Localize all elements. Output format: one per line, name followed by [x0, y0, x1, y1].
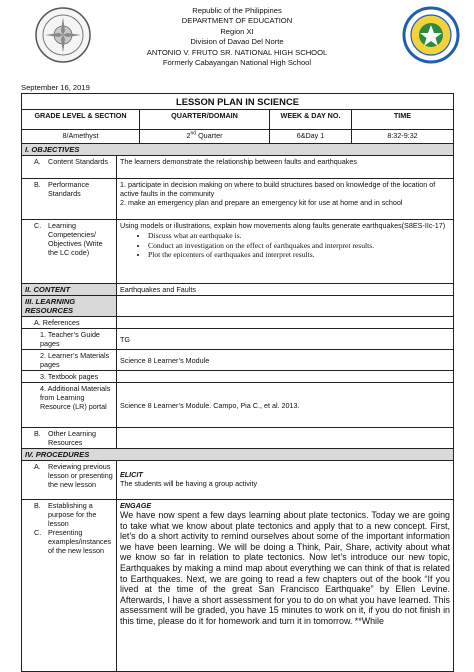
procedures-heading: IV. PROCEDURES: [22, 449, 454, 461]
list-item: • Discuss what an earthquake is.: [148, 231, 450, 241]
reviewing-lesson-row: [22, 461, 454, 500]
learning-resources-row: [22, 296, 454, 317]
objectives-heading: I. OBJECTIVES: [22, 144, 454, 156]
presenting-label: [34, 528, 113, 555]
info-header-row: [22, 110, 454, 130]
references-row: [22, 317, 454, 329]
other-resources-label: [22, 428, 117, 449]
content-row: [22, 284, 454, 296]
item-letter: B.: [34, 180, 41, 189]
header-line: Formerly Cabayangan National High School: [162, 58, 312, 68]
learners-materials-label: 2. Learner’s Materials pages: [22, 350, 117, 371]
item-letter: C.: [34, 221, 42, 230]
additional-materials-label: 4. Additional Materials from Learning Resource (LR) portal: [22, 383, 117, 428]
textbook-label: 3. Textbook pages: [22, 371, 117, 383]
grade-level-header: GRADE LEVEL & SECTION: [22, 110, 140, 130]
item-label: Establishing a purpose for the lesson: [48, 501, 97, 528]
item-label: Performance Standards: [48, 180, 90, 198]
list-item: • Conduct an investigation on the effect of earthquakes and interpret results.: [148, 241, 450, 251]
learning-competencies-row: [22, 220, 454, 284]
title-row: [22, 94, 454, 110]
time-value: 8:32-9:32: [352, 130, 454, 144]
content-standards-row: [22, 156, 454, 179]
item-label: Reviewing previous lesson or presenting the new lesson: [48, 462, 113, 489]
learning-resources-heading: III. LEARNING RESOURCES: [22, 296, 117, 317]
performance-standards-row: [22, 179, 454, 220]
learning-resources-value: [117, 296, 454, 317]
textbook-row: [22, 371, 454, 383]
grade-value: 8/Amethyst: [22, 130, 140, 144]
reviewing-lesson-value: [117, 461, 454, 500]
other-resources-value: [117, 428, 454, 449]
item-letter: B.: [34, 429, 41, 438]
info-values-row: [22, 130, 454, 144]
week-day-header: WEEK & DAY NO.: [270, 110, 352, 130]
references-label: A. References: [22, 317, 117, 329]
quarter-word: Quarter: [196, 131, 223, 140]
document-header: [0, 6, 474, 68]
performance-standard-2: 2. make an emergency plan and prepare an emergency kit for use at home and in school: [120, 198, 403, 207]
quarter-header: QUARTER/DOMAIN: [140, 110, 270, 130]
item-label: Learning Competencies/ Objectives (Write the LC code): [48, 221, 103, 257]
quarter-value: [140, 130, 270, 144]
purpose-presenting-labels: [22, 500, 117, 672]
item-label: Presenting examples/instances of the new lesson: [48, 528, 112, 555]
performance-standards-value: [117, 179, 454, 220]
textbook-value: [117, 371, 454, 383]
objectives-section-row: [22, 144, 454, 156]
engage-value: [117, 500, 454, 672]
purpose-presenting-row: [22, 500, 454, 672]
teachers-guide-value: TG: [117, 329, 454, 350]
item-label: Other Learning Resources: [48, 429, 96, 447]
competency-list: [120, 231, 450, 260]
item-letter: B.: [34, 501, 41, 510]
performance-standard-1: 1. participate in decision making on where to build structures based on knowledge of the location of active faults in the community: [120, 180, 436, 198]
competency-intro: Using models or illustrations, explain how movements along faults generate earthquakes(S8ES-IIc-17): [120, 221, 446, 230]
references-value: [117, 317, 454, 329]
header-line: DEPARTMENT OF EDUCATION: [181, 16, 293, 26]
header-line: Division of Davao Del Norte: [190, 37, 284, 47]
lesson-plan-title: LESSON PLAN IN SCIENCE: [22, 94, 454, 110]
performance-standards-label: [22, 179, 117, 220]
content-standards-label: [22, 156, 117, 179]
time-header: TIME: [352, 110, 454, 130]
engage-text: We have now spent a few days learning about plate tectonics. Today we are going to take what we know about plate tectonics and apply that to a new concept. First, let’s do a short activity to remind ourselves about some of the important information we have been learning. We will be doing a Think, Pair, Share, activity about what we know so far in relation to plate tectonics. Now let’s introduce our new topic, Earthquakes by making a mind map about everything we can think of that is related to Earthquakes. Next, we are going to read a few chapters out of the book “If you lived at the time of the great San Francisco Earthquake” by Ellen Levine. Afterwards, I have a short assessment for you to do on what you have learned. This assessment will be graded, you have 15 minutes to work on it, if you do not finish in this time, please do it for homework and turn it in tomorrow. **While: [120, 510, 450, 626]
content-heading: II. CONTENT: [22, 284, 117, 296]
content-value: Earthquakes and Faults: [117, 284, 454, 296]
lesson-plan-table: [21, 93, 454, 672]
header-line: ANTONIO V. FRUTO SR. NATIONAL HIGH SCHOOL: [146, 47, 328, 57]
reviewing-lesson-label: [22, 461, 117, 500]
item-label: Content Standards: [48, 157, 108, 166]
purpose-label: [34, 501, 113, 528]
header-line: Region XI: [220, 26, 254, 36]
teachers-guide-row: [22, 329, 454, 350]
quarter-number: 2: [186, 131, 191, 140]
header-line: Republic of the Philippines: [192, 6, 282, 15]
content-standards-value: The learners demonstrate the relationship between faults and earthquakes: [117, 156, 454, 179]
item-letter: C.: [34, 528, 42, 537]
item-letter: A.: [34, 462, 41, 471]
teachers-guide-label: 1. Teacher’s Guide pages: [22, 329, 117, 350]
item-letter: A.: [34, 157, 41, 166]
week-day-value: 6&Day 1: [270, 130, 352, 144]
quarter-suffix: nd: [190, 130, 197, 137]
additional-materials-value: Science 8 Learner’s Module. Campo, Pia C., et al. 2013.: [117, 383, 454, 428]
other-resources-row: [22, 428, 454, 449]
procedures-section-row: [22, 449, 454, 461]
elicit-text: The students will be having a group activity: [120, 479, 258, 488]
learning-competencies-label: [22, 220, 117, 284]
learners-materials-value: Science 8 Learner’s Module: [117, 350, 454, 371]
learning-competencies-value: [117, 220, 454, 284]
additional-materials-row: [22, 383, 454, 428]
elicit-title: ELICIT: [120, 470, 143, 479]
document-date: September 16, 2019: [21, 83, 90, 92]
list-item: • Plot the epicenters of earthquakes and interpret results.: [148, 250, 450, 260]
learners-materials-row: [22, 350, 454, 371]
engage-title: ENGAGE: [120, 501, 152, 510]
